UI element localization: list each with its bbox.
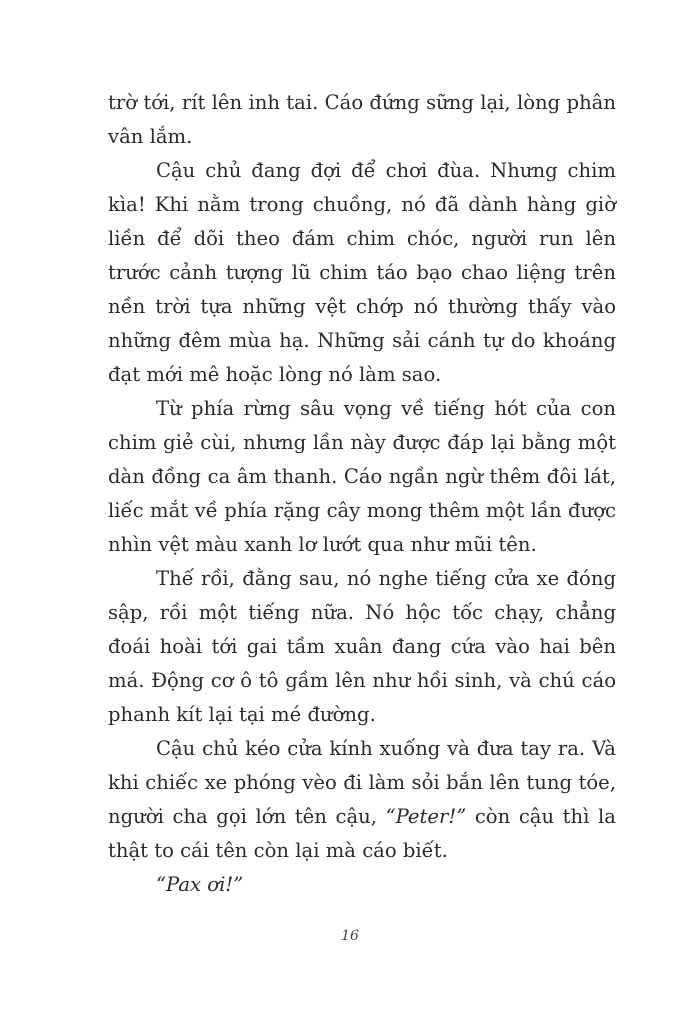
paragraph [108,392,616,562]
paragraph-text: Thế rồi, đằng sau, nó nghe tiếng cửa xe đóng sập, rồi một tiếng nữa. Nó hộc tốc chạy, chẳng đoái hoài tới gai tầm xuân đang cứa vào hai bên má. Động cơ ô tô gầm lên như hồi sinh, và chú cáo phanh kít lại tại mé đường. [108,567,616,726]
page-body [108,86,616,902]
paragraph-text-italic: “Peter!” [385,805,467,828]
page-number: 16 [341,928,359,944]
paragraph-text: Cậu chủ kéo cửa kính xuống và đưa tay ra. Và khi chiếc xe phóng vèo đi làm sỏi bắn lên tung tóe, người cha gọi lớn tên cậu, [108,737,616,828]
paragraph [108,154,616,392]
paragraph [108,868,616,902]
paragraph-text: còn cậu thì la thật to cái tên còn lại mà cáo biết. [108,805,616,862]
paragraph-text: trờ tới, rít lên inh tai. Cáo đứng sững lại, lòng phân vân lắm. [108,91,616,148]
paragraph [108,86,616,154]
paragraph-text: Từ phía rừng sâu vọng về tiếng hót của con chim giẻ cùi, nhưng lần này được đáp lại bằng một dàn đồng ca âm thanh. Cáo ngần ngừ thêm đôi lát, liếc mắt về phía rặng cây mong thêm một lần được nhìn vệt màu xanh lơ lướt qua như mũi tên. [108,397,616,556]
paragraph [108,562,616,732]
paragraph-text: Cậu chủ đang đợi để chơi đùa. Nhưng chim kìa! Khi nằm trong chuồng, nó đã dành hàng giờ liền để dõi theo đám chim chóc, người run lên trước cảnh tượng lũ chim táo bạo chao liệng trên nền trời tựa những vệt chớp nó thường thấy vào những đêm mùa hạ. Những sải cánh tự do khoáng đạt mới mê hoặc lòng nó làm sao. [108,159,616,386]
paragraph [108,732,616,868]
paragraph-text-italic: “Pax ơi!” [156,873,244,896]
